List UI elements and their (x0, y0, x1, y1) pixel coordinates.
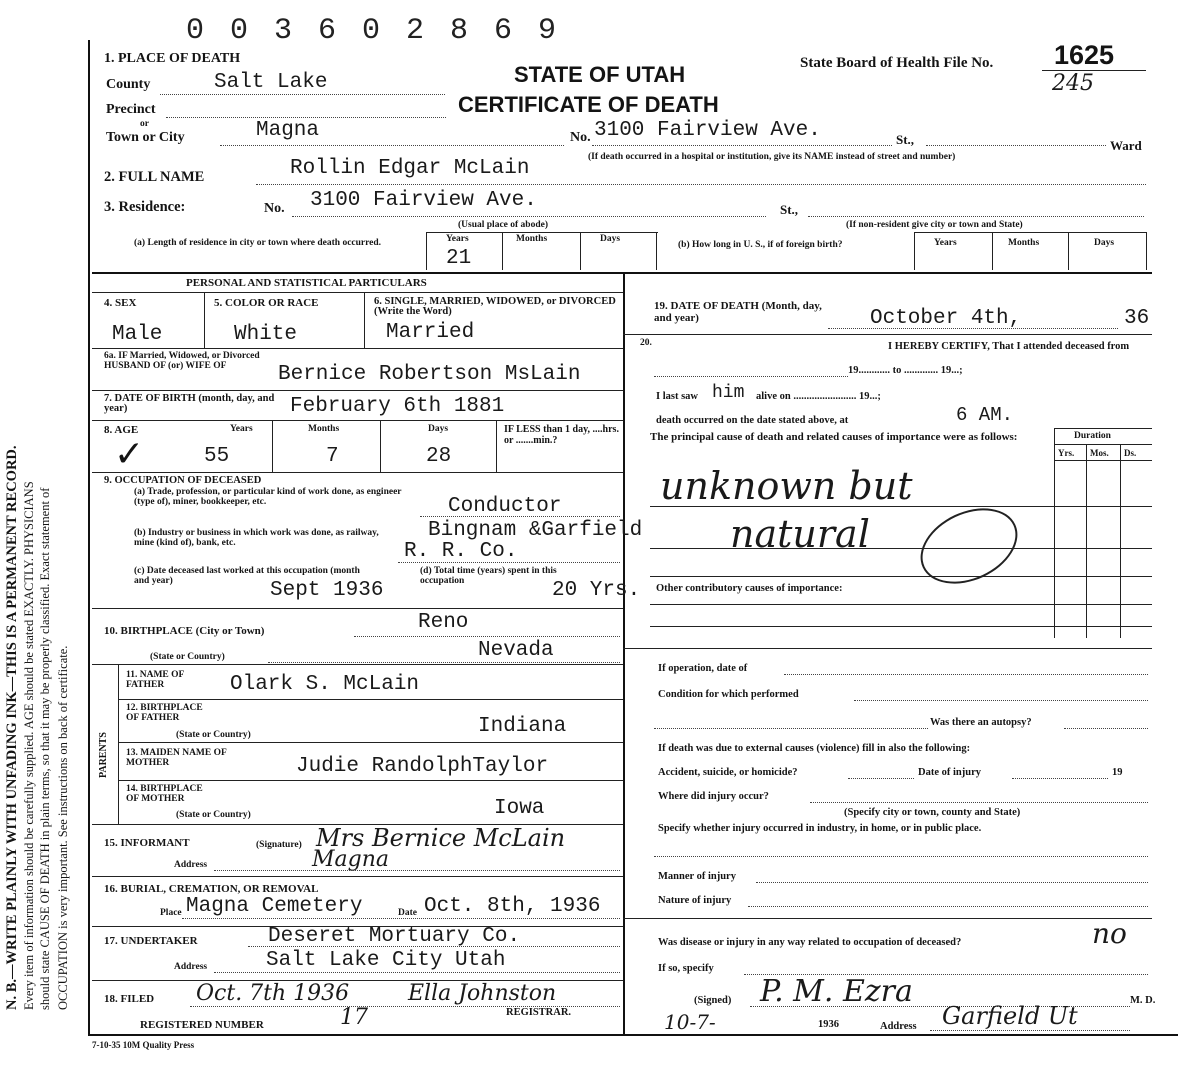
undertaker-address: Salt Lake City Utah (266, 949, 506, 972)
duration-ds: Ds. (1124, 448, 1137, 458)
registrar-label: REGISTRAR. (506, 1007, 572, 1018)
undertaker-value: Deseret Mortuary Co. (268, 925, 521, 948)
birthplace-city: Reno (418, 611, 469, 634)
print-footer: 7-10-35 10M Quality Press (92, 1040, 195, 1050)
age-days: 28 (426, 445, 452, 468)
birthplace-state-label: (State or Country) (150, 652, 225, 662)
occupation-related-label: Was disease or injury in any way related to occupation of deceased? (658, 937, 962, 948)
occupation-d-label: (d) Total time (years) spent in this occupation (420, 566, 557, 586)
external-causes-label: If death was due to external causes (violence) fill in also the following: (658, 743, 971, 754)
dob-value: February 6th 1881 (290, 395, 505, 418)
months-header: Months (516, 234, 548, 244)
industry-value-1: Bingnam &Garfield (428, 519, 643, 542)
occupation-a-label: (a) Trade, profession, or particular kind of work done, as engineer (type of), miner, bookkeeper, etc. (134, 487, 402, 507)
us-residence-label: (b) How long in U. S., if of foreign birth? (678, 240, 843, 250)
full-name-value: Rollin Edgar McLain (290, 157, 530, 180)
county-value: Salt Lake (214, 71, 328, 94)
from-to-text: 19............ to ............. 19...; (848, 365, 963, 376)
occupation-related-answer: no (1092, 917, 1127, 950)
abode-note: (Usual place of abode) (458, 220, 548, 230)
total-time-value: 20 Yrs. (552, 579, 641, 602)
street-label: St., (896, 132, 915, 147)
md-label: M. D. (1130, 995, 1156, 1006)
cause-line-2: natural (730, 512, 870, 556)
burial-date-label: Date (398, 908, 417, 918)
age-label: 8. AGE (104, 424, 139, 436)
where-injury-label: Where did injury occur? (658, 791, 769, 802)
file-number-label: State Board of Health File No. (800, 55, 994, 71)
street-no-value: 3100 Fairview Ave. (594, 119, 821, 142)
burial-place-label: Place (160, 908, 182, 918)
accident-label: Accident, suicide, or homicide? (658, 767, 798, 778)
side-instruction-3: should state CAUSE OF DEATH in plain terms, so that it may be properly classified. Exact statement of (38, 487, 52, 1010)
specify-industry-label: Specify whether injury occurred in industry, in home, or in public place. (658, 823, 982, 834)
if-so-label: If so, specify (658, 963, 714, 974)
injury-year-label: 19 (1112, 767, 1123, 778)
mother-label: 13. MAIDEN NAME OF MOTHER (126, 748, 227, 768)
us-days-header: Days (1094, 238, 1115, 248)
marital-label: 6. SINGLE, MARRIED, WIDOWED, or DIVORCED (Write the Word) (374, 296, 616, 317)
ward-label: Ward (1110, 138, 1142, 153)
birthplace-label: 10. BIRTHPLACE (City or Town) (104, 625, 265, 637)
industry-value-2: R. R. Co. (404, 540, 518, 563)
personal-header: PERSONAL AND STATISTICAL PARTICULARS (186, 277, 427, 289)
residence-no-label: No. (264, 201, 285, 216)
certify-text: I HEREBY CERTIFY, That I attended deceased from (888, 341, 1130, 352)
parents-side-label: PARENTS (98, 732, 109, 778)
residence-value: 3100 Fairview Ave. (310, 189, 537, 212)
certificate-title: CERTIFICATE OF DEATH (458, 92, 719, 117)
informant-address-label: Address (174, 860, 208, 870)
undertaker-label: 17. UNDERTAKER (104, 935, 198, 947)
registered-number-label: REGISTERED NUMBER (140, 1019, 264, 1031)
signature-year: 1936 (818, 1019, 839, 1030)
duration-yrs: Yrs. (1058, 448, 1075, 458)
cause-label: The principal cause of death and related causes of importance were as follows: (650, 431, 1018, 443)
father-birthplace-label: 12. BIRTHPLACE OF FATHER (126, 703, 203, 723)
certify-number: 20. (640, 338, 652, 348)
signature-date: 10-7- (664, 1010, 716, 1034)
spouse-value: Bernice Robertson MsLain (278, 363, 581, 386)
mother-value: Judie RandolphTaylor (296, 755, 549, 778)
days-header: Days (600, 234, 621, 244)
hospital-note: (If death occurred in a hospital or institution, give its NAME instead of street and number) (588, 152, 956, 162)
burial-place: Magna Cemetery (186, 895, 363, 918)
spouse-label: 6a. IF Married, Widowed, or Divorced HUSBAND OF (or) WIFE OF (104, 351, 260, 371)
last-worked-value: Sept 1936 (270, 579, 384, 602)
signature-label: (Signature) (256, 840, 302, 850)
date-of-death: October 4th, (870, 307, 1022, 330)
age-years: 55 (204, 445, 230, 468)
side-instruction-4: OCCUPATION is very important. See instructions on back of certificate. (56, 645, 70, 1010)
full-name-label: 2. FULL NAME (104, 169, 205, 185)
us-years-header: Years (934, 238, 957, 248)
residence-years: 21 (446, 247, 472, 270)
age-years-header: Years (230, 424, 253, 434)
town-value: Magna (256, 119, 320, 142)
cause-line-1: unknown but (660, 464, 913, 508)
filed-label: 18. FILED (104, 993, 155, 1005)
father-birthplace: Indiana (478, 715, 567, 738)
father-state-label: (State or Country) (176, 730, 251, 740)
color-label: 5. COLOR OR RACE (214, 297, 319, 309)
registered-number: 17 (340, 1005, 368, 1030)
birthplace-state: Nevada (478, 639, 554, 662)
town-label: Town or City (106, 130, 185, 145)
manner-label: Manner of injury (658, 871, 736, 882)
age-months: 7 (326, 445, 339, 468)
state-heading: STATE OF UTAH (514, 62, 686, 87)
date-of-death-label: 19. DATE OF DEATH (Month, day, and year) (654, 300, 822, 324)
father-label: 11. NAME OF FATHER (126, 670, 184, 690)
occupation-c-label: (c) Date deceased last worked at this occupation (month and year) (134, 566, 360, 586)
undertaker-address-label: Address (174, 962, 208, 972)
side-instruction-1: N. B.—WRITE PLAINLY WITH UNFADING INK—THIS IS A PERMANENT RECORD. (4, 445, 20, 1010)
age-days-header: Days (428, 424, 449, 434)
filed-date: Oct. 7th 1936 (196, 981, 350, 1006)
other-causes-label: Other contributory causes of importance: (656, 583, 843, 594)
mother-birthplace-label: 14. BIRTHPLACE OF MOTHER (126, 784, 203, 804)
last-saw-him: him (712, 383, 745, 403)
death-occurred-text: death occurred on the date stated above, at (656, 415, 849, 426)
mother-birthplace: Iowa (494, 797, 545, 820)
nature-label: Nature of injury (658, 895, 732, 906)
nonresident-note: (If non-resident give city or town and State) (846, 220, 1023, 230)
time-of-death: 6 AM. (956, 404, 1014, 426)
years-header: Years (446, 234, 469, 244)
date-of-injury-label: Date of injury (918, 767, 981, 778)
file-number: 1625 (1054, 40, 1115, 70)
burial-date: Oct. 8th, 1936 (424, 895, 601, 918)
marital-value: Married (386, 321, 475, 344)
alive-on-text: alive on ........................ 19...; (756, 391, 881, 402)
occupation-value: Conductor (448, 495, 562, 518)
precinct-label: Precinct (106, 102, 156, 117)
condition-label: Condition for which performed (658, 689, 799, 700)
occupation-b-label: (b) Industry or business in which work was done, as railway, mine (kind of), bank, etc. (134, 528, 379, 548)
color-value: White (234, 323, 298, 346)
informant-signature: Mrs Bernice McLain (316, 824, 566, 852)
father-value: Olark S. McLain (230, 673, 420, 696)
sex-value: Male (112, 323, 163, 346)
occupation-label: 9. OCCUPATION OF DECEASED (104, 475, 262, 486)
last-saw-label: I last saw (656, 391, 699, 402)
physician-signature: P. M. Ezra (760, 974, 913, 1009)
age-months-header: Months (308, 424, 340, 434)
less-than-label: IF LESS than 1 day, ....hrs. or .......min.? (504, 424, 619, 446)
document-number: 0 0 3 6 0 2 8 6 9 (186, 14, 561, 48)
residence-st-label: St., (780, 202, 799, 217)
physician-address: Garfield Ut (942, 1002, 1078, 1030)
signed-label: (Signed) (694, 995, 732, 1006)
or-label: or (140, 119, 149, 129)
county-label: County (106, 77, 151, 92)
street-no-label: No. (570, 130, 591, 145)
place-of-death-label: 1. PLACE OF DEATH (104, 51, 241, 66)
autopsy-label: Was there an autopsy? (930, 717, 1032, 728)
duration-header: Duration (1074, 431, 1111, 441)
side-instruction-2: Every item of information should be carefully supplied. AGE should be stated EXACTLY. PHYSICIANS (22, 481, 36, 1010)
file-sub-number: 245 (1052, 71, 1094, 96)
mother-state-label: (State or Country) (176, 810, 251, 820)
dob-label: 7. DATE OF BIRTH (month, day, and year) (104, 393, 275, 414)
residence-label: 3. Residence: (104, 199, 186, 215)
date-of-death-year: 36 (1124, 307, 1150, 330)
age-check-mark: ✓ (114, 434, 145, 474)
duration-mos: Mos. (1090, 448, 1109, 458)
sex-label: 4. SEX (104, 297, 137, 309)
operation-label: If operation, date of (658, 663, 748, 674)
informant-label: 15. INFORMANT (104, 837, 190, 849)
length-residence-label: (a) Length of residence in city or town where death occurred. (134, 238, 382, 248)
us-months-header: Months (1008, 238, 1040, 248)
physician-address-label: Address (880, 1021, 917, 1032)
informant-address: Magna (312, 847, 390, 872)
specify-city-note: (Specify city or town, county and State) (844, 807, 1021, 818)
registrar-signature: Ella Johnston (408, 981, 557, 1006)
burial-label: 16. BURIAL, CREMATION, OR REMOVAL (104, 883, 319, 895)
